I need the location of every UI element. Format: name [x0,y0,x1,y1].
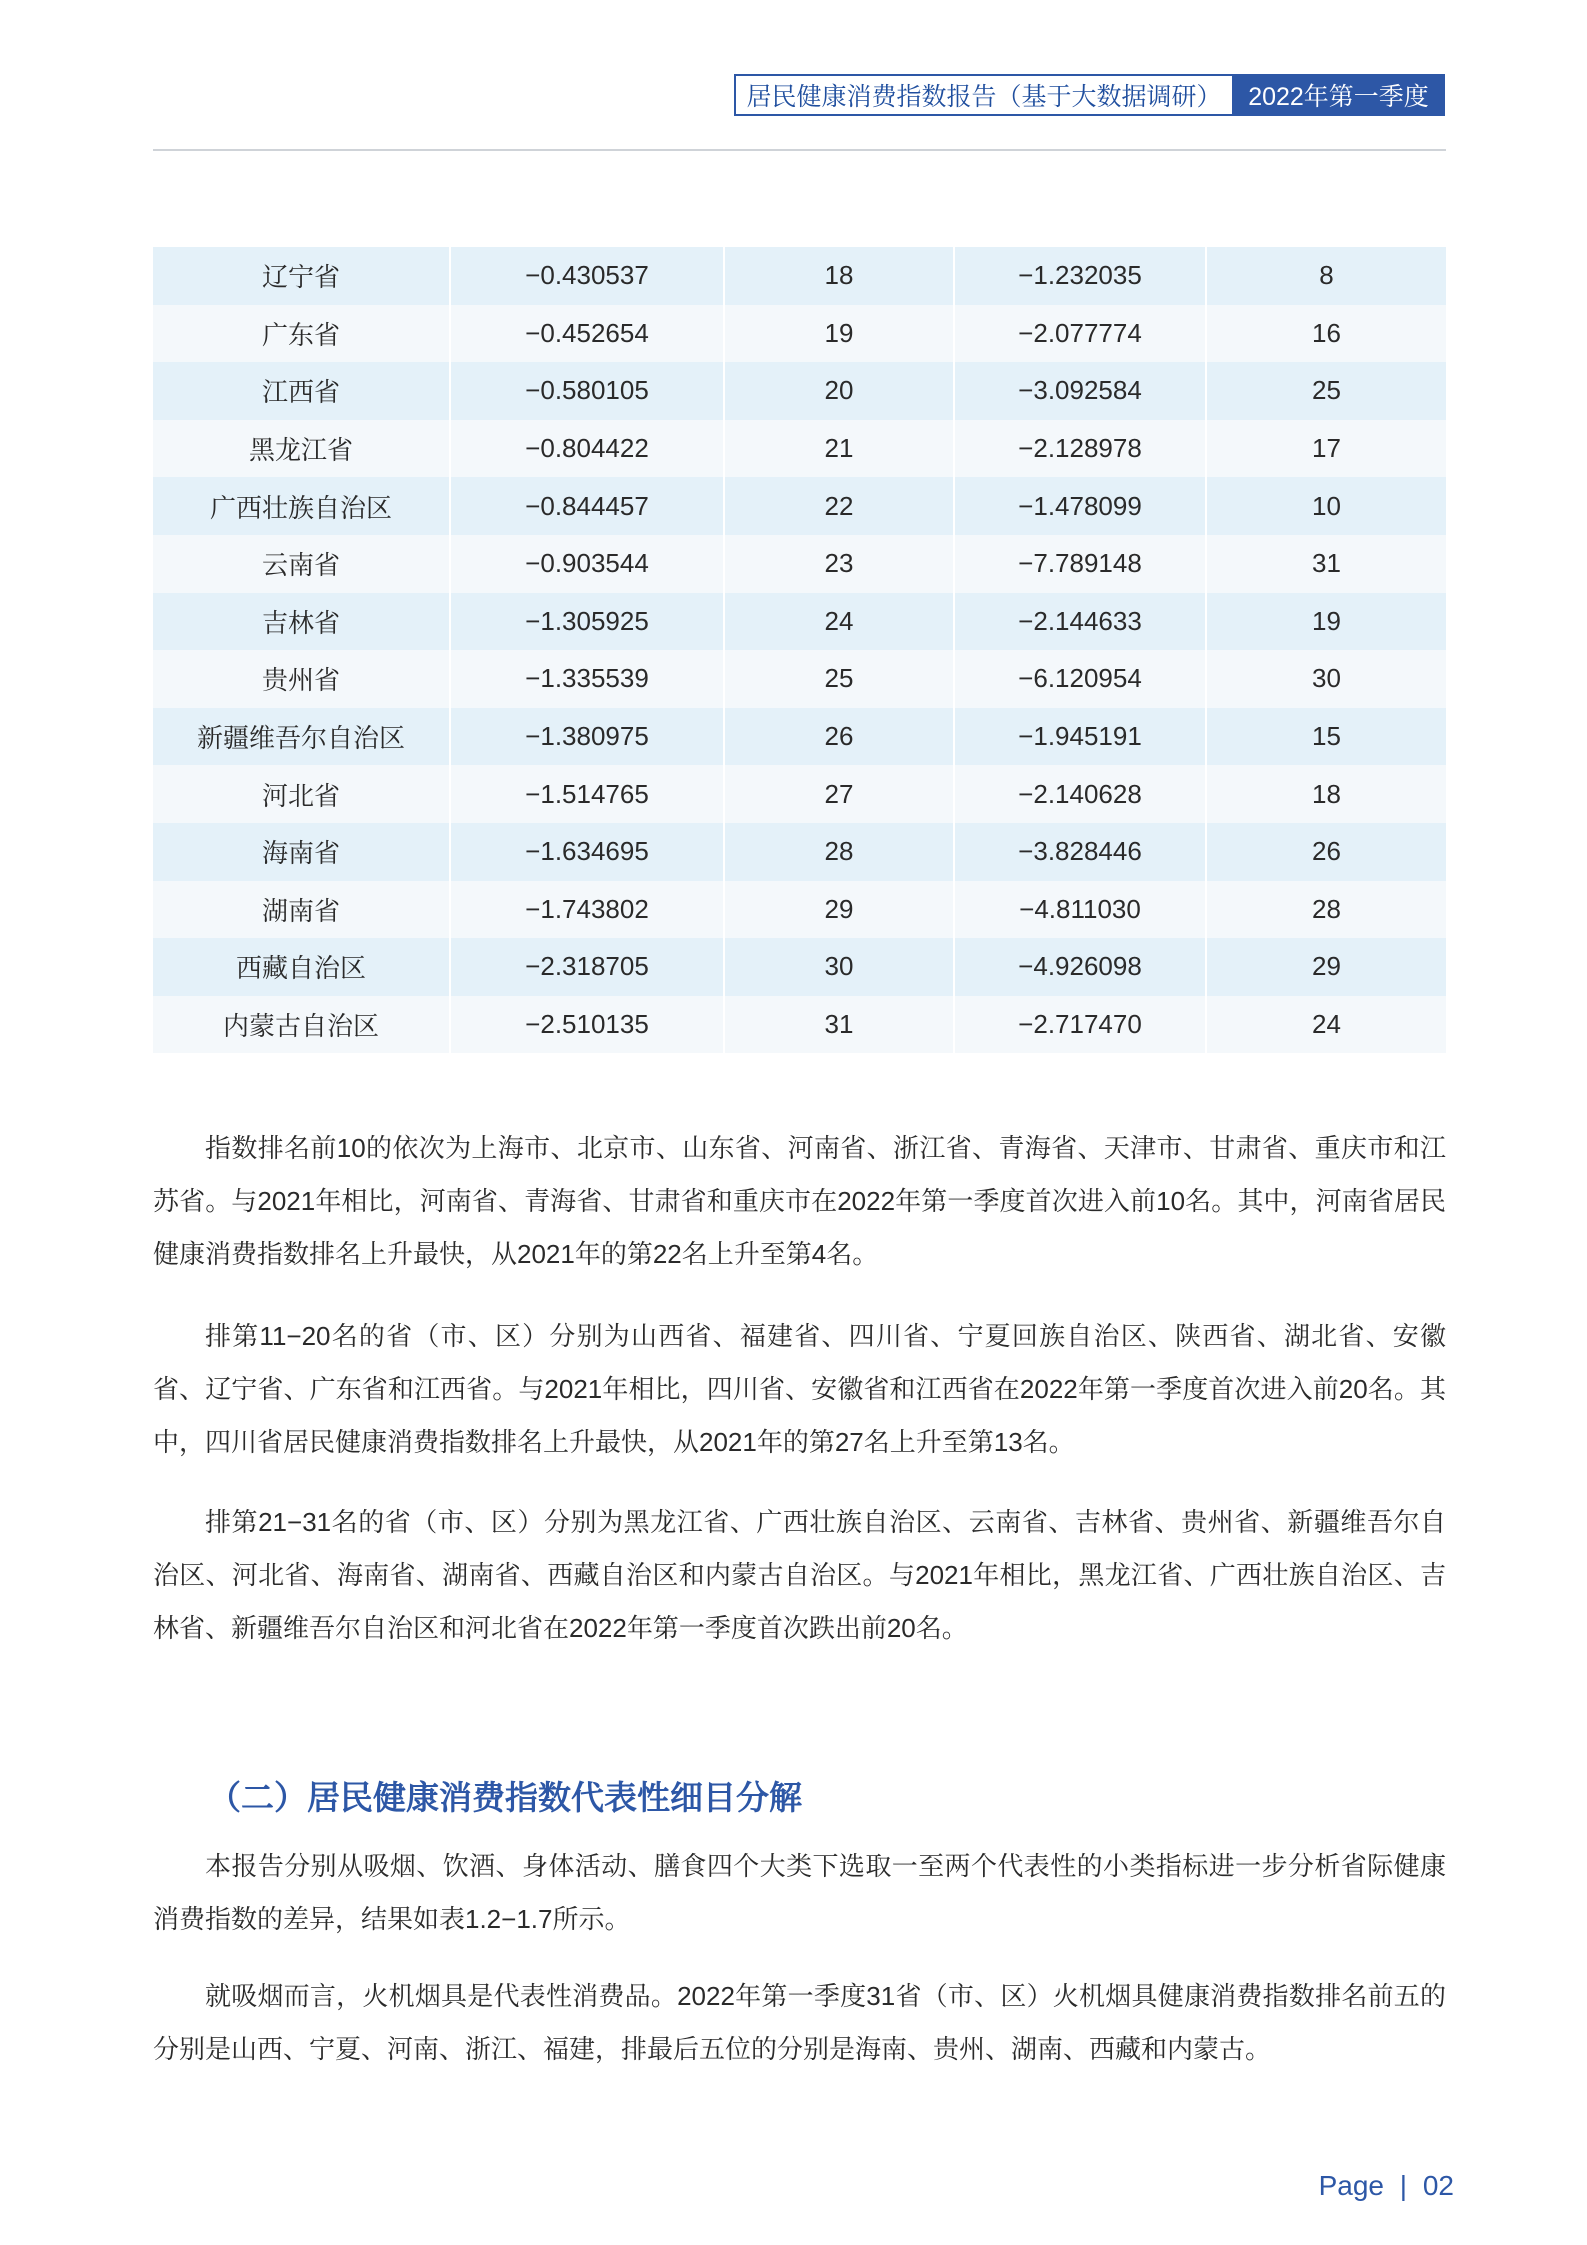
table-cell: −3.828446 [954,823,1206,881]
table-cell: 17 [1206,420,1446,478]
table-cell: 23 [724,535,954,593]
table-cell: 26 [1206,823,1446,881]
table-cell: 30 [1206,650,1446,708]
report-period: 2022年第一季度 [1232,74,1445,116]
table-cell: −0.844457 [450,477,724,535]
table-cell: 江西省 [153,362,450,420]
table-cell: −3.092584 [954,362,1206,420]
table-cell: 8 [1206,247,1446,305]
section-heading: （二）居民健康消费指数代表性细目分解 [208,1779,802,1816]
table-cell: −7.789148 [954,535,1206,593]
table-cell: −4.926098 [954,938,1206,996]
table-cell: 19 [1206,593,1446,651]
table-cell: 26 [724,708,954,766]
table-cell: −1.305925 [450,593,724,651]
table-cell: −2.318705 [450,938,724,996]
table-cell: 云南省 [153,535,450,593]
table-cell: −1.634695 [450,823,724,881]
table-cell: −1.478099 [954,477,1206,535]
table-cell: 25 [724,650,954,708]
table-cell: −1.514765 [450,765,724,823]
table-cell: −0.430537 [450,247,724,305]
table-cell: 贵州省 [153,650,450,708]
table-row [153,881,1446,939]
table-cell: 28 [724,823,954,881]
table-row [153,362,1446,420]
table-row [153,593,1446,651]
table-cell: 24 [724,593,954,651]
table-cell: −2.128978 [954,420,1206,478]
table-cell: 31 [1206,535,1446,593]
table-cell: 广东省 [153,305,450,363]
table-body [153,247,1446,1053]
table-cell: −0.804422 [450,420,724,478]
table-cell: 28 [1206,881,1446,939]
table-row [153,247,1446,305]
table-cell: −2.144633 [954,593,1206,651]
table-row [153,996,1446,1054]
table-cell: 黑龙江省 [153,420,450,478]
table-row [153,650,1446,708]
table-cell: 河北省 [153,765,450,823]
paragraph-intro: 本报告分别从吸烟、饮酒、身体活动、膳食四个大类下选取一至两个代表性的小类指标进一步分析省际健康消费指数的差异，结果如表1.2−1.7所示。 [153,1851,1446,1934]
table-row [153,823,1446,881]
table-cell: −1.945191 [954,708,1206,766]
table-cell: 西藏自治区 [153,938,450,996]
table-cell: 25 [1206,362,1446,420]
table-cell: 18 [724,247,954,305]
report-title: 居民健康消费指数报告（基于大数据调研） [734,74,1232,116]
page-separator: | [1399,2170,1408,2201]
table-cell: 30 [724,938,954,996]
table-cell: −6.120954 [954,650,1206,708]
table-cell: 16 [1206,305,1446,363]
table-cell: −2.717470 [954,996,1206,1054]
table-cell: 27 [724,765,954,823]
table-cell: 新疆维吾尔自治区 [153,708,450,766]
table-cell: 29 [1206,938,1446,996]
table-row [153,708,1446,766]
table-row [153,305,1446,363]
table-cell: −2.510135 [450,996,724,1054]
table-cell: −1.380975 [450,708,724,766]
page-label: Page [1318,2170,1384,2201]
table-cell: −1.743802 [450,881,724,939]
table-cell: 湖南省 [153,881,450,939]
table-cell: 广西壮族自治区 [153,477,450,535]
table-cell: −2.077774 [954,305,1206,363]
paragraph-rank-11-20: 排第11−20名的省（市、区）分别为山西省、福建省、四川省、宁夏回族自治区、陕西省、湖北省、安徽省、辽宁省、广东省和江西省。与2021年相比，四川省、安徽省和江西省在2022年第一季度首次进入前20名。其中，四川省居民健康消费指数排名上升最快，从2021年的第27名上升至第13名。 [153,1321,1446,1457]
paragraph-rank-21-31: 排第21−31名的省（市、区）分别为黑龙江省、广西壮族自治区、云南省、吉林省、贵州省、新疆维吾尔自治区、河北省、海南省、湖南省、西藏自治区和内蒙古自治区。与2021年相比，黑龙江省、广西壮族自治区、吉林省、新疆维吾尔自治区和河北省在2022年第一季度首次跌出前20名。 [153,1507,1446,1643]
running-header [734,74,1445,116]
table-row [153,535,1446,593]
table-cell: 内蒙古自治区 [153,996,450,1054]
table-cell: −1.232035 [954,247,1206,305]
table-cell: 15 [1206,708,1446,766]
table-cell: 10 [1206,477,1446,535]
table-cell: 吉林省 [153,593,450,651]
paragraph-top10: 指数排名前10的依次为上海市、北京市、山东省、河南省、浙江省、青海省、天津市、甘肃省、重庆市和江苏省。与2021年相比，河南省、青海省、甘肃省和重庆市在2022年第一季度首次进入前10名。其中，河南省居民健康消费指数排名上升最快，从2021年的第22名上升至第4名。 [153,1133,1446,1269]
table-cell: −1.335539 [450,650,724,708]
page-number: 02 [1422,2170,1454,2201]
paragraph-smoking: 就吸烟而言，火机烟具是代表性消费品。2022年第一季度31省（市、区）火机烟具健康消费指数排名前五的分别是山西、宁夏、河南、浙江、福建，排最后五位的分别是海南、贵州、湖南、西藏和内蒙古。 [153,1981,1446,2064]
table-cell: 22 [724,477,954,535]
table-row [153,938,1446,996]
table-cell: 海南省 [153,823,450,881]
table-row [153,420,1446,478]
table-cell: 31 [724,996,954,1054]
table-cell: 18 [1206,765,1446,823]
page-footer [1319,2170,1454,2202]
header-divider [153,149,1446,151]
table-cell: −0.580105 [450,362,724,420]
table-cell: 20 [724,362,954,420]
table-cell: 29 [724,881,954,939]
table-row [153,477,1446,535]
table-cell: −0.903544 [450,535,724,593]
table-row [153,765,1446,823]
province-index-table [153,247,1446,1053]
table-cell: 19 [724,305,954,363]
table-cell: −2.140628 [954,765,1206,823]
table-cell: 21 [724,420,954,478]
table-cell: 24 [1206,996,1446,1054]
table-cell: −4.811030 [954,881,1206,939]
table-cell: 辽宁省 [153,247,450,305]
table-cell: −0.452654 [450,305,724,363]
